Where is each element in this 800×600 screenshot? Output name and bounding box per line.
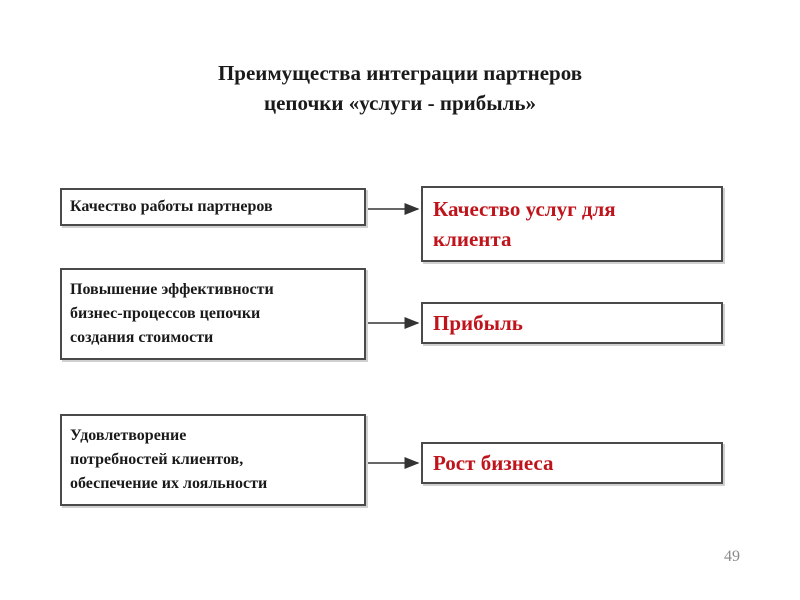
title-line-1: Преимущества интеграции партнеров bbox=[217, 61, 583, 85]
factor-text-line: Повышение эффективности bbox=[70, 281, 274, 298]
result-text-line: клиента bbox=[433, 227, 512, 251]
result-text-line: Качество услуг для bbox=[433, 197, 616, 221]
factor-text-line: создания стоимости bbox=[70, 329, 214, 346]
factor-text-line: Удовлетворение bbox=[70, 427, 187, 444]
result-text-line: Прибыль bbox=[433, 311, 523, 335]
result-text-line: Рост бизнеса bbox=[433, 451, 554, 475]
page-number: 49 bbox=[724, 548, 740, 565]
factor-text-line: потребностей клиентов, bbox=[70, 451, 244, 468]
factor-text-line: обеспечение их лояльности bbox=[70, 475, 268, 492]
factor-text-line: бизнес-процессов цепочки bbox=[70, 305, 261, 322]
title-line-2: цепочки «услуги - прибыль» bbox=[263, 91, 536, 115]
factor-text-line: Качество работы партнеров bbox=[70, 198, 273, 215]
